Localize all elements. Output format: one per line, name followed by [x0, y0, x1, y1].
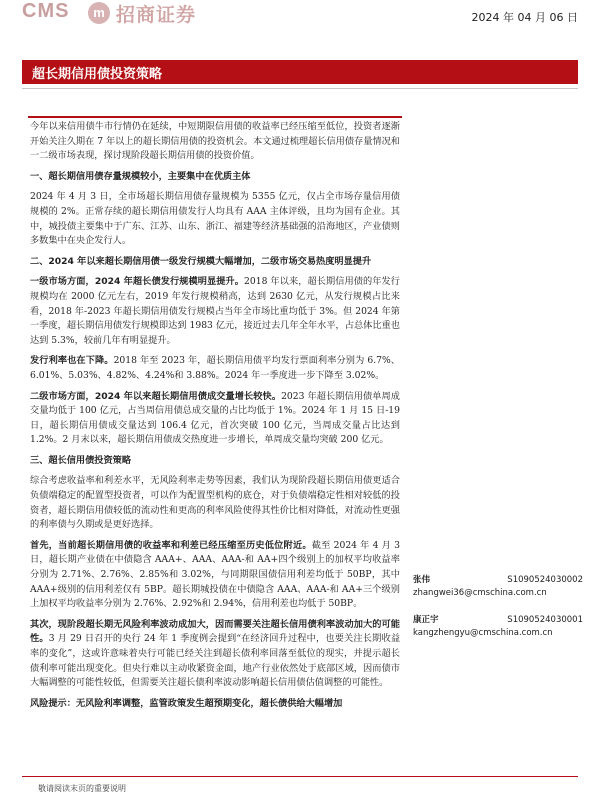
- paragraph-text: 3 月 29 日召开的央行 24 年 1 季度例会提到“在经济回升过程中，也要关注长期收益率的变化”，这或许意味着央行可能已经关注到超长债利率回落至低位的现实，并提示超长债利率可能出现变化。但央行难以主动收紧资金面，地产行业依然处于底部区域，因而债市大幅调整的可能性较低，但需要关注超长债利率波动影响超长信用债估值调整的可能性。: [30, 633, 401, 689]
- lead-sentence: 发行利率也在下降。: [30, 355, 114, 367]
- analyst-panel: [413, 574, 583, 654]
- analyst-license-code: S1090524030001: [507, 615, 583, 625]
- section-2-paragraph-2: [30, 354, 400, 383]
- brand-logo-en: CMS: [22, 0, 70, 22]
- report-date: 2024 年 04 月 06 日: [471, 11, 578, 24]
- section-1-paragraph: 2024 年 4 月 3 日，全市场超长期信用债存量规模为 5355 亿元，仅占全市场存量信用债规模的 2%。正常存续的超长期信用债发行人均具有 AAA 主体评级，且均为国有企业。其中，城投债主要集中于广东、江苏、山东、浙江、福建等经济基础强的沿海地区，产业债则多数集中在央企发行人。: [30, 191, 400, 247]
- footer-divider: [22, 776, 578, 777]
- section-3-paragraph-3: [30, 618, 400, 691]
- analyst-license-code: S1090524030002: [507, 575, 583, 585]
- report-title: 超长期信用债投资策略: [32, 67, 163, 82]
- paragraph-text: 2018 年以来，超长期信用债的年发行规模均在 2000 亿元左右，2019 年发行规模稍高，达到 2630 亿元，从发行规模占比来看，2018 年-2023 年超长期信用债发行规模占当年全市场比重均低于 3%。但 2024 年第一季度，超长期信用债发行规模即达到 1983 亿元，接近过去几年全年水平，占总体比重也达到 5.3%，较前几年有明显提升。: [30, 276, 400, 346]
- paragraph-text: 截至 2024 年 4 月 3 日，超长期产业债在中债隐含 AAA+、AAA、AAA-和 AA+四个级别上的加权平均收益率分别为 2.71%、2.76%、2.85%和 3.02%，与同期限国债信用利差均低于 50BP，其中 AAA+级别的信用利差仅有 5BP。超长期城投债在中债隐含 AAA、AAA-和 AA+三个级别上加权平均收益率分别为 2.76%、2.92%和 2.94%，信用利差也均低于 50BP。: [30, 539, 400, 610]
- brand-logo-cn: 招商证券: [116, 4, 197, 26]
- section-2-heading: 二、2024 年以来超长期信用债一级发行规模大幅增加，二级市场交易热度明显提升: [30, 255, 372, 267]
- lead-sentence: 首先，当前超长期信用债的收益率和利差已经压缩至历史低位附近。: [30, 539, 312, 551]
- risk-lead: 风险提示：: [30, 697, 76, 709]
- risk-warning: [30, 697, 400, 712]
- analyst-name: 康正宇: [413, 615, 439, 625]
- page-header: [0, 0, 600, 36]
- section-2-paragraph-1: [30, 275, 400, 348]
- analyst-email[interactable]: kangzhengyu@cmschina.com.cn: [413, 628, 553, 638]
- column-rule: [28, 116, 402, 118]
- lead-sentence: 其次，现阶段超长期无风险利率波动成加大，因而需要关注超长信用债利率波动加大的可能性。: [30, 618, 400, 645]
- analyst-card: [413, 574, 583, 600]
- intro-paragraph: 今年以来信用债牛市行情仍在延续，中短期限信用债的收益率已经压缩至低位，投资者逐渐开始关注久期在 7 年以上的超长期信用债的投资机会。本文通过梳理超长信用债存量情况和一二级市场表现，探讨现阶段超长期信用债的投资价值。: [30, 121, 400, 162]
- lead-sentence: 一级市场方面，2024 年超长债发行规模明显提升。: [30, 276, 245, 288]
- paragraph-text: 2023 年超长期信用债单周成交量均低于 100 亿元，占当周信用债总成交量的占比均低于 1%。2024 年 1 月 15 日-19 日，超长期信用债成交量达到 106.4 亿元，首次突破 100 亿元，当周成交量占比达到 1.2%。2 月末以来，超长期信用债成交热度进一步增长，单周成交量均突破 200 亿元。: [30, 390, 400, 446]
- report-title-bar: [22, 60, 578, 84]
- section-3-paragraph-1: 综合考虑收益率和利差水平，无风险利率走势等因素，我们认为现阶段超长期信用债更适合负债端稳定的配置型投资者，可以作为配置型机构的底仓，对于负债端稳定性相对较低的投资者，超长期信用债较低的流动性和更高的利率风险使得其性价比相对降低，对流动性更强的利率债与久期或是更好选择。: [30, 475, 400, 531]
- section-2-paragraph-3: [30, 390, 400, 448]
- title-divider: [22, 84, 578, 89]
- analyst-card: [413, 614, 583, 640]
- section-3-paragraph-2: [30, 539, 400, 612]
- footer-disclaimer: 敬请阅读末页的重要说明: [38, 784, 126, 793]
- lead-sentence: 二级市场方面，2024 年以来超长期信用债成交量增长较快。: [30, 390, 282, 402]
- report-body: [30, 120, 400, 717]
- section-3-heading: 三、超长信用债投资策略: [30, 454, 132, 466]
- section-1-heading: 一、超长期信用债存量规模较小，主要集中在优质主体: [30, 170, 251, 182]
- paragraph-text: 2018 年至 2023 年，超长期信用债平均发行票面利率分别为 6.7%、6.01%、5.03%、4.82%、4.24%和 3.88%。2024 年一季度进一步下降至 3.02%。: [30, 355, 400, 381]
- brand-logo-seal: m: [88, 2, 110, 24]
- analyst-name: 张伟: [413, 575, 431, 585]
- risk-text: 无风险利率调整，监管政策发生超预期变化，超长债供给大幅增加: [75, 697, 343, 709]
- analyst-email[interactable]: zhangwei36@cmschina.com.cn: [413, 588, 547, 598]
